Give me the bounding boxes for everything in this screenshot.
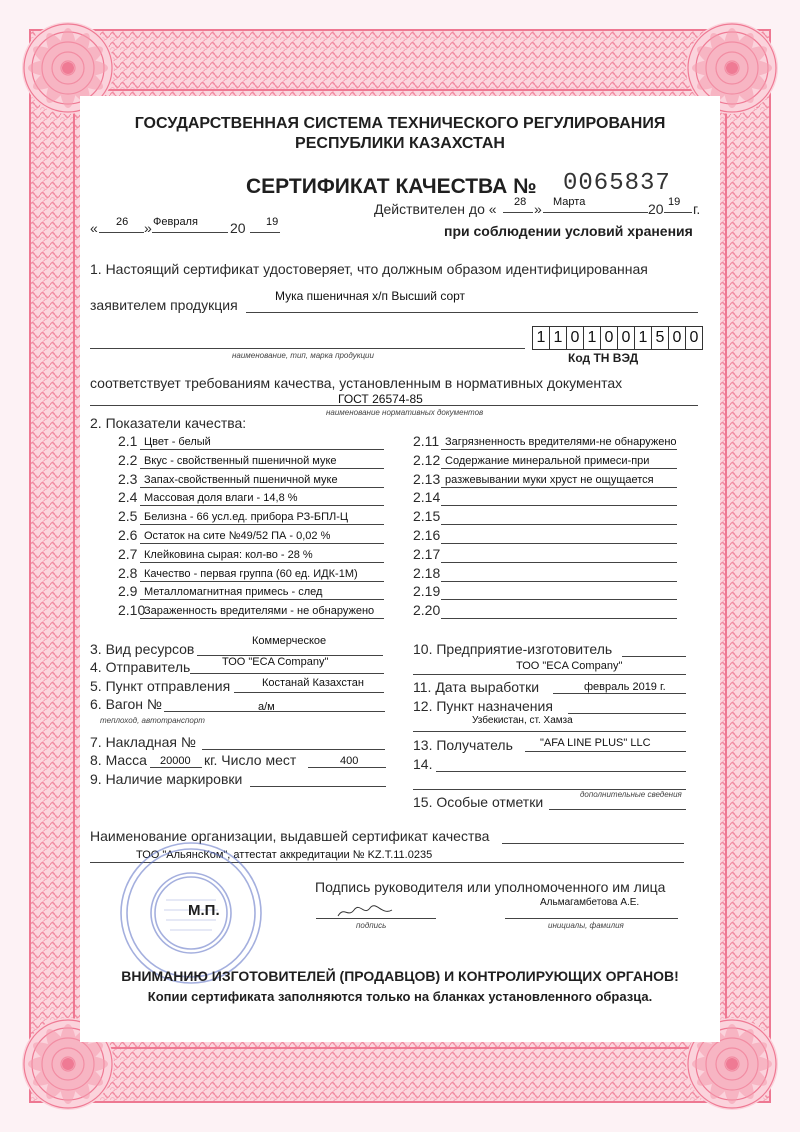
issuer-line [502,843,684,844]
quality-item-left-line [140,562,384,563]
places-value: 400 [340,755,359,767]
quality-item-right-value: Содержание минеральной примеси-при [445,455,650,467]
valid-month-line [543,212,648,213]
quality-item-right-line [441,468,677,469]
production-date-value: февраль 2019 г. [584,681,666,693]
product-caption: наименование, тип, марка продукции [232,351,374,360]
signature-caption: подпись [356,921,387,930]
wagon-line [164,711,385,712]
signatory-name: Альмагамбетова А.Е. [540,897,640,908]
destination-line-2 [413,731,686,732]
issue-date-close: » [144,220,152,236]
quality-item-left-value: Запах-свойственный пшеничной муке [144,474,338,486]
storage-note: при соблюдении условий хранения [444,223,693,239]
footer-note: Копии сертификата заполняются только на бланках установленного образца. [147,989,653,1004]
issue-date-open: « [90,220,98,236]
valid-until-label: Действителен до « [374,201,497,217]
valid-year-suffix: г. [693,201,701,217]
applicant-label: заявителем продукция [90,297,238,313]
signature-label: Подпись руководителя или уполномоченного им лица [315,879,666,895]
quality-item-left-number: 2.8 [118,565,138,581]
quality-item-right-line [441,618,677,619]
quality-item-left-number: 2.3 [118,471,138,487]
quality-item-right-number: 2.17 [413,546,441,562]
conforms-text: соответствует требованиям качества, установленным в нормативных документах [90,375,623,391]
quality-item-right-number: 2.12 [413,452,441,468]
issue-month-line [152,232,228,233]
quality-item-left-value: Остаток на сите №49/52 ПА - 0,02 % [144,530,331,542]
wagon-caption: теплоход, автотранспорт [100,716,205,725]
manufacturer-value: ТОО "ECA Company" [516,660,623,672]
product-line-2 [90,348,525,349]
quality-item-left-value: Цвет - белый [144,436,211,448]
quality-item-left-line [140,524,384,525]
manufacturer-label: 10. Предприятие-изготовитель [413,641,613,657]
destination-value: Узбекистан, ст. Хамза [472,715,573,726]
quality-item-left-number: 2.5 [118,508,138,524]
quality-item-left-value: Вкус - свойственный пшеничной муке [144,455,337,467]
issue-day-line [99,232,144,233]
item14-line [436,771,686,772]
resources-value: Коммерческое [252,635,327,647]
certificate-title: СЕРТИФИКАТ КАЧЕСТВА № [246,175,537,198]
sender-label: 4. Отправитель [90,659,191,675]
header-line-2: РЕСПУБЛИКИ КАЗАХСТАН [295,135,505,152]
departure-value: Костанай Казахстан [262,677,364,689]
tnved-digit: 0 [600,326,618,350]
tnved-label: Код ТН ВЭД [568,351,639,365]
valid-day: 28 [514,196,527,208]
tnved-digit: 1 [634,326,652,350]
valid-day-line [503,212,533,213]
quality-item-left-line [140,505,384,506]
quality-item-right-line [441,524,677,525]
valid-month: Марта [553,196,586,208]
special-label: 15. Особые отметки [413,794,544,810]
quality-item-left-number: 2.1 [118,433,138,449]
mass-line [150,767,202,768]
quality-item-right-value: Загрязненность вредителями-не обнаружено [445,436,677,448]
extra-caption: дополнительные сведения [580,790,682,799]
quality-item-right-line [441,562,677,563]
manufacturer-line-2 [413,674,686,675]
resources-label: 3. Вид ресурсов [90,641,195,657]
stamp-mark: М.П. [188,902,220,919]
recipient-value: "AFA LINE PLUS" LLC [540,737,651,749]
quality-item-right-number: 2.19 [413,583,441,599]
issuer-label: Наименование организации, выдавшей сертификат качества [90,828,490,844]
quality-item-right-line [441,487,677,488]
signatory-line [505,918,678,919]
tnved-digit: 1 [532,326,550,350]
quality-item-left-value: Зараженность вредителями - не обнаружено [144,605,375,617]
mass-value: 20000 [160,755,191,767]
tnved-digit: 0 [668,326,686,350]
quality-item-left-line [140,468,384,469]
places-line [308,767,386,768]
sender-line [190,673,384,674]
mass-unit: кг. Число мест [204,752,297,768]
invoice-label: 7. Накладная № [90,734,196,750]
tnved-digit: 0 [685,326,703,350]
quality-item-right-line [441,599,677,600]
destination-label: 12. Пункт назначения [413,698,553,714]
signature-line [316,918,436,919]
quality-item-right-value: разжевывании муки хруст не ощущается [445,474,654,486]
valid-year: 19 [668,196,681,208]
issue-month: Февраля [153,216,198,228]
quality-item-left-number: 2.10 [118,602,146,618]
quality-item-left-line [140,581,384,582]
quality-item-right-line [441,581,677,582]
quality-item-right-number: 2.14 [413,489,441,505]
destination-line [568,713,686,714]
sender-value: ТОО "ECA Company" [222,656,329,668]
standard-value: ГОСТ 26574-85 [338,392,423,406]
quality-item-left-value: Белизна - 66 усл.ед. прибора РЗ-БПЛ-Ц [144,511,349,523]
section1-text: 1. Настоящий сертификат удостоверяет, что должным образом идентифицированная [90,261,648,277]
quality-item-left-value: Качество - первая группа (60 ед. ИДК-1М) [144,568,358,580]
quality-item-right-line [441,543,677,544]
quality-item-left-line [140,449,384,450]
issue-day: 26 [116,216,129,228]
quality-item-left-line [140,599,384,600]
quality-item-right-line [441,505,677,506]
manufacturer-line [622,656,686,657]
quality-item-left-line [140,487,384,488]
initials-caption: инициалы, фамилия [548,921,624,930]
marking-line [250,786,386,787]
production-date-line [553,693,686,694]
certificate-number: 0065837 [563,170,671,197]
wagon-label: 6. Вагон № [90,696,162,712]
quality-item-left-number: 2.6 [118,527,138,543]
valid-year-prefix: 20 [648,201,664,217]
quality-item-left-number: 2.9 [118,583,138,599]
quality-item-right-number: 2.11 [413,433,440,449]
quality-item-left-line [140,543,384,544]
recipient-line [525,751,686,752]
departure-line [234,692,384,693]
quality-item-left-number: 2.7 [118,546,138,562]
issue-year: 19 [266,216,279,228]
tnved-digit: 5 [651,326,669,350]
item14-label: 14. [413,756,433,772]
recipient-label: 13. Получатель [413,737,513,753]
quality-item-left-number: 2.4 [118,489,138,505]
quality-item-right-number: 2.20 [413,602,441,618]
quality-item-left-line [140,618,384,619]
issuer-value: ТОО "АльянсКом", аттестат аккредитации № KZ.T.11.0235 [136,849,433,861]
departure-label: 5. Пункт отправления [90,678,231,694]
special-line [549,809,686,810]
mass-label: 8. Масса [90,752,147,768]
product-value: Мука пшеничная х/п Высший сорт [275,289,466,303]
production-date-label: 11. Дата выработки [413,679,540,695]
quality-item-right-number: 2.13 [413,471,441,487]
quality-item-right-line [441,449,677,450]
quality-item-right-number: 2.15 [413,508,441,524]
issue-year-prefix: 20 [230,220,246,236]
footer-warning: ВНИМАНИЮ ИЗГОТОВИТЕЛЕЙ (ПРОДАВЦОВ) И КОНТРОЛИРУЮЩИХ ОРГАНОВ! [121,968,679,984]
quality-item-left-value: Металломагнитная примесь - след [144,586,323,598]
quality-item-right-number: 2.18 [413,565,441,581]
issue-year-line [250,232,280,233]
valid-year-line [664,212,692,213]
quality-item-right-number: 2.16 [413,527,441,543]
quality-item-left-number: 2.2 [118,452,138,468]
wagon-value: а/м [258,701,275,713]
product-line [246,312,698,313]
standard-line [90,405,698,406]
tnved-digit: 1 [583,326,601,350]
tnved-digit: 0 [617,326,635,350]
valid-day-close: » [534,201,542,217]
section2-title: 2. Показатели качества: [90,415,247,431]
tnved-code-boxes [533,326,703,350]
standard-caption: наименование нормативных документов [326,408,484,417]
tnved-digit: 0 [566,326,584,350]
quality-item-left-value: Массовая доля влаги - 14,8 % [144,492,298,504]
quality-item-left-value: Клейковина сырая: кол-во - 28 % [144,549,313,561]
marking-label: 9. Наличие маркировки [90,771,243,787]
invoice-line [202,749,385,750]
tnved-digit: 1 [549,326,567,350]
header-line-1: ГОСУДАРСТВЕННАЯ СИСТЕМА ТЕХНИЧЕСКОГО РЕГУЛИРОВАНИЯ [134,115,666,132]
